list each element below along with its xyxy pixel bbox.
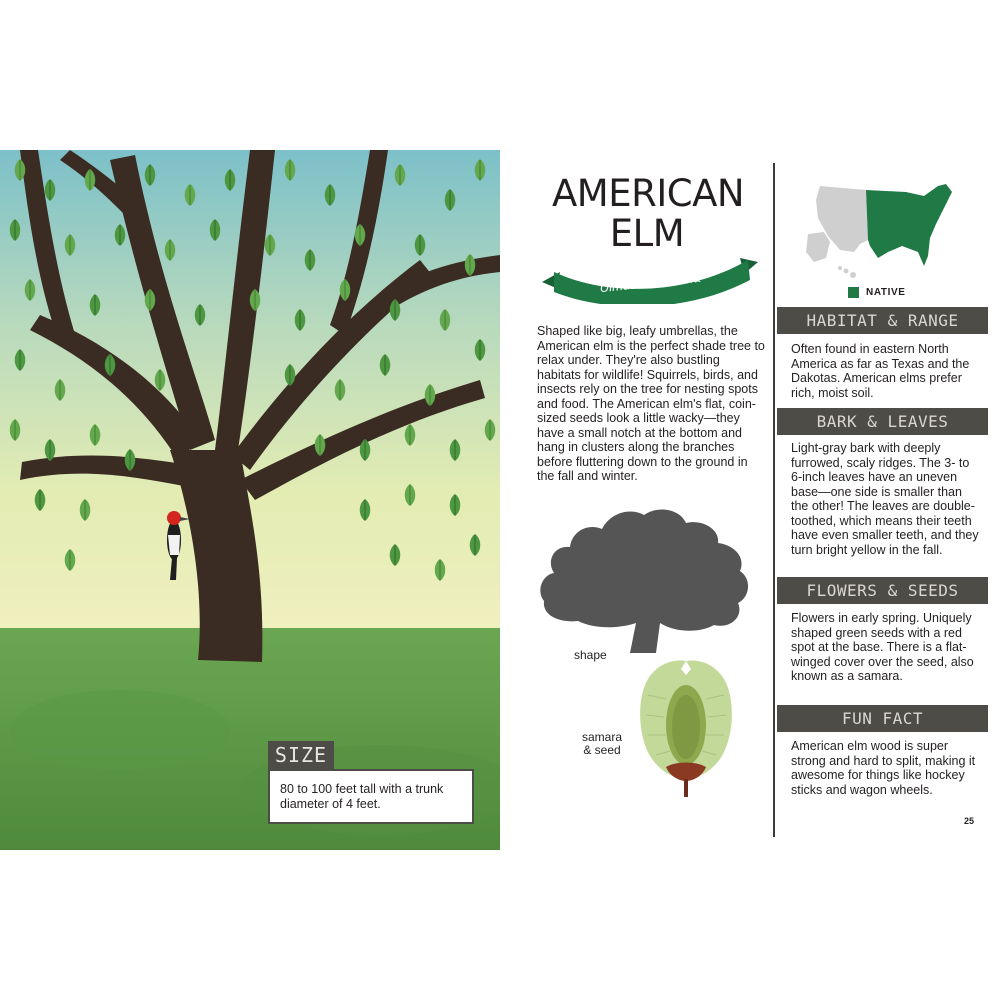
section-heading-bark: BARK & LEAVES — [777, 408, 988, 435]
elm-illustration — [0, 150, 500, 850]
size-label: SIZE — [268, 741, 334, 769]
tree-scene-illustration — [0, 150, 500, 850]
intro-paragraph: Shaped like big, leafy umbrellas, the American elm is the perfect shade tree to relax under. They're also bustling habitats for wildlife! Squirrels, birds, and insects rely on the tree for nesting spots and food. The American elm's flat, coin-sized seeds look a little wacky—they have a small notch at the bottom and hang in clusters along the branches before fluttering down to the ground in the fall and winter. — [537, 324, 765, 483]
column-divider — [773, 163, 775, 837]
shape-caption: shape — [574, 648, 607, 662]
section-body-habitat: Often found in eastern North America as far as Texas and the Dakotas. American elms prefer rich, moist soil. — [791, 342, 970, 400]
samara-caption-line-2: & seed — [583, 743, 621, 757]
native-swatch — [848, 287, 859, 298]
tree-shape-silhouette — [538, 505, 754, 653]
title-line-1: AMERICAN — [552, 172, 745, 215]
section-body-bark: Light-gray bark with deeply furrowed, scaly ridges. The 3- to 6-inch leaves have an uneven base—one side is smaller than the other! The leaves are double-toothed, which means their teeth have even smaller teeth, and they turn bright yellow in the fall. — [791, 441, 979, 557]
section-heading-fun-fact: FUN FACT — [777, 705, 988, 732]
page-number: 25 — [964, 816, 975, 826]
section-heading-flowers: FLOWERS & SEEDS — [777, 577, 988, 604]
legend-label: NATIVE — [866, 287, 906, 298]
title-line-2: ELM — [609, 212, 685, 255]
page-title — [552, 172, 745, 255]
samara-seed-illustration — [636, 655, 736, 797]
section-body-flowers: Flowers in early spring. Uniquely shaped green seeds with a red spot at the base. There is a flat-winged cover over the seed, also known as a samara. — [791, 611, 974, 683]
section-heading-habitat: HABITAT & RANGE — [777, 307, 988, 334]
samara-caption-line-1: samara — [582, 730, 623, 744]
scientific-name: Ulmus americana — [598, 269, 702, 296]
map-legend — [848, 287, 906, 298]
samara-caption — [582, 731, 622, 757]
native-range-map — [806, 180, 956, 280]
section-body-fun-fact: American elm wood is super strong and hard to split, making it awesome for things like hockey sticks and wagon wheels. — [791, 739, 976, 797]
size-description: 80 to 100 feet tall with a trunk diameter of 4 feet. — [268, 769, 474, 824]
